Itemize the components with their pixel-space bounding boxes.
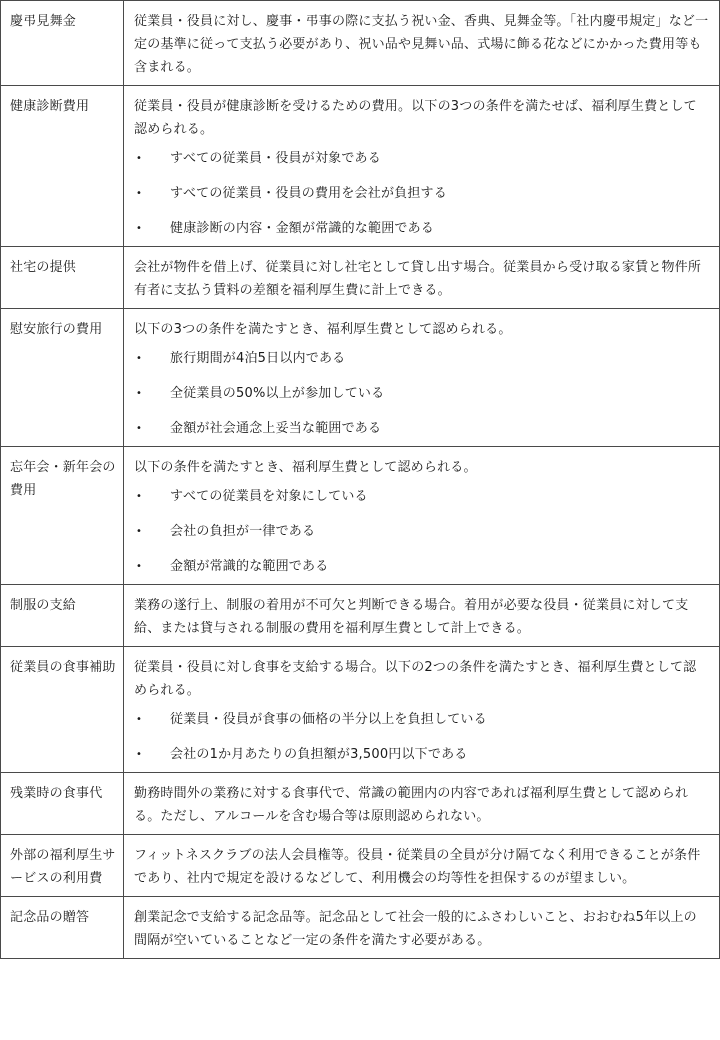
condition-item <box>134 382 709 405</box>
condition-text: 会社の1か月あたりの負担額が3,500円以下である <box>170 747 468 762</box>
expense-item-name: 健康診断費用 <box>1 86 124 247</box>
expense-description: 以下の3つの条件を満たすとき、福利厚生費として認められる。 <box>134 322 512 337</box>
expense-description-cell <box>124 585 720 647</box>
condition-text: 全従業員の50%以上が参加している <box>170 386 385 401</box>
condition-list <box>134 708 709 766</box>
condition-item <box>134 347 709 370</box>
condition-item <box>134 708 709 731</box>
bullet-icon: • <box>136 526 143 537</box>
table-row <box>1 647 720 773</box>
condition-item <box>134 743 709 766</box>
bullet-icon: • <box>136 388 143 399</box>
bullet-icon: • <box>136 714 143 725</box>
expense-description: フィットネスクラブの法人会員権等。役員・従業員の全員が分け隔てなく利用できることが条件であり、社内で規定を設けるなどして、利用機会の均等性を担保するのが望ましい。 <box>134 848 701 886</box>
condition-item <box>134 485 709 508</box>
table-body <box>1 1 720 959</box>
condition-list <box>134 485 709 578</box>
condition-text: 金額が常識的な範囲である <box>170 559 329 574</box>
table-row <box>1 585 720 647</box>
condition-list <box>134 347 709 440</box>
expense-description: 以下の条件を満たすとき、福利厚生費として認められる。 <box>134 460 477 475</box>
expense-description-cell <box>124 86 720 247</box>
condition-text: すべての従業員・役員の費用を会社が負担する <box>170 186 447 201</box>
condition-item <box>134 520 709 543</box>
expense-item-name: 制服の支給 <box>1 585 124 647</box>
expense-item-name: 外部の福利厚生サービスの利用費 <box>1 835 124 897</box>
condition-text: 健康診断の内容・金額が常識的な範囲である <box>170 221 435 236</box>
condition-text: 従業員・役員が食事の価格の半分以上を負担している <box>170 712 487 727</box>
expense-item-name: 忘年会・新年会の費用 <box>1 447 124 585</box>
bullet-icon: • <box>136 423 143 434</box>
expense-description: 勤務時間外の業務に対する食事代で、常識の範囲内の内容であれば福利厚生費として認められる。ただし、アルコールを含む場合等は原則認められない。 <box>134 786 689 824</box>
expense-description-cell <box>124 835 720 897</box>
expense-item-name: 慰安旅行の費用 <box>1 309 124 447</box>
table-row <box>1 447 720 585</box>
condition-text: すべての従業員・役員が対象である <box>170 151 381 166</box>
condition-item <box>134 217 709 240</box>
table-row <box>1 86 720 247</box>
expense-description-cell <box>124 1 720 86</box>
expense-description: 従業員・役員に対し、慶事・弔事の際に支払う祝い金、香典、見舞金等。「社内慶弔規定」など一定の基準に従って支払う必要があり、祝い品や見舞い品、式場に飾る花などにかかった費用等も含まれる。 <box>134 14 709 75</box>
condition-text: すべての従業員を対象にしている <box>170 489 368 504</box>
condition-list <box>134 147 709 240</box>
expense-description-cell <box>124 247 720 309</box>
expense-description: 創業記念で支給する記念品等。記念品として社会一般的にふさわしいこと、おおむね5年以上の間隔が空いていることなど一定の条件を満たす必要がある。 <box>134 910 697 948</box>
expense-description-cell <box>124 647 720 773</box>
expense-description: 従業員・役員に対し食事を支給する場合。以下の2つの条件を満たすとき、福利厚生費として認められる。 <box>134 660 697 698</box>
bullet-icon: • <box>136 188 143 199</box>
table-row <box>1 835 720 897</box>
bullet-icon: • <box>136 223 143 234</box>
condition-item <box>134 182 709 205</box>
expense-description: 業務の遂行上、制服の着用が不可欠と判断できる場合。着用が必要な役員・従業員に対して支給、または貸与される制服の費用を福利厚生費として計上できる。 <box>134 598 689 636</box>
condition-text: 会社の負担が一律である <box>170 524 316 539</box>
table-row <box>1 309 720 447</box>
expense-description-cell <box>124 773 720 835</box>
expense-description: 会社が物件を借上げ、従業員に対し社宅として貸し出す場合。従業員から受け取る家賃と物件所有者に支払う賃料の差額を福利厚生費に計上できる。 <box>134 260 702 298</box>
condition-item <box>134 555 709 578</box>
expense-description-cell <box>124 447 720 585</box>
condition-text: 金額が社会通念上妥当な範囲である <box>170 421 382 436</box>
table-row <box>1 773 720 835</box>
expense-item-name: 残業時の食事代 <box>1 773 124 835</box>
condition-item <box>134 147 709 170</box>
expense-description-cell <box>124 897 720 959</box>
bullet-icon: • <box>136 561 143 572</box>
expense-item-name: 記念品の贈答 <box>1 897 124 959</box>
expense-description-cell <box>124 309 720 447</box>
table-row <box>1 1 720 86</box>
expense-item-name: 社宅の提供 <box>1 247 124 309</box>
condition-text: 旅行期間が4泊5日以内である <box>170 351 346 366</box>
expense-item-name: 慶弔見舞金 <box>1 1 124 86</box>
table-row <box>1 897 720 959</box>
condition-item <box>134 417 709 440</box>
table-row <box>1 247 720 309</box>
bullet-icon: • <box>136 353 143 364</box>
bullet-icon: • <box>136 491 143 502</box>
expense-description: 従業員・役員が健康診断を受けるための費用。以下の3つの条件を満たせば、福利厚生費として認められる。 <box>134 99 697 137</box>
bullet-icon: • <box>136 153 143 164</box>
expense-item-name: 従業員の食事補助 <box>1 647 124 773</box>
bullet-icon: • <box>136 749 143 760</box>
